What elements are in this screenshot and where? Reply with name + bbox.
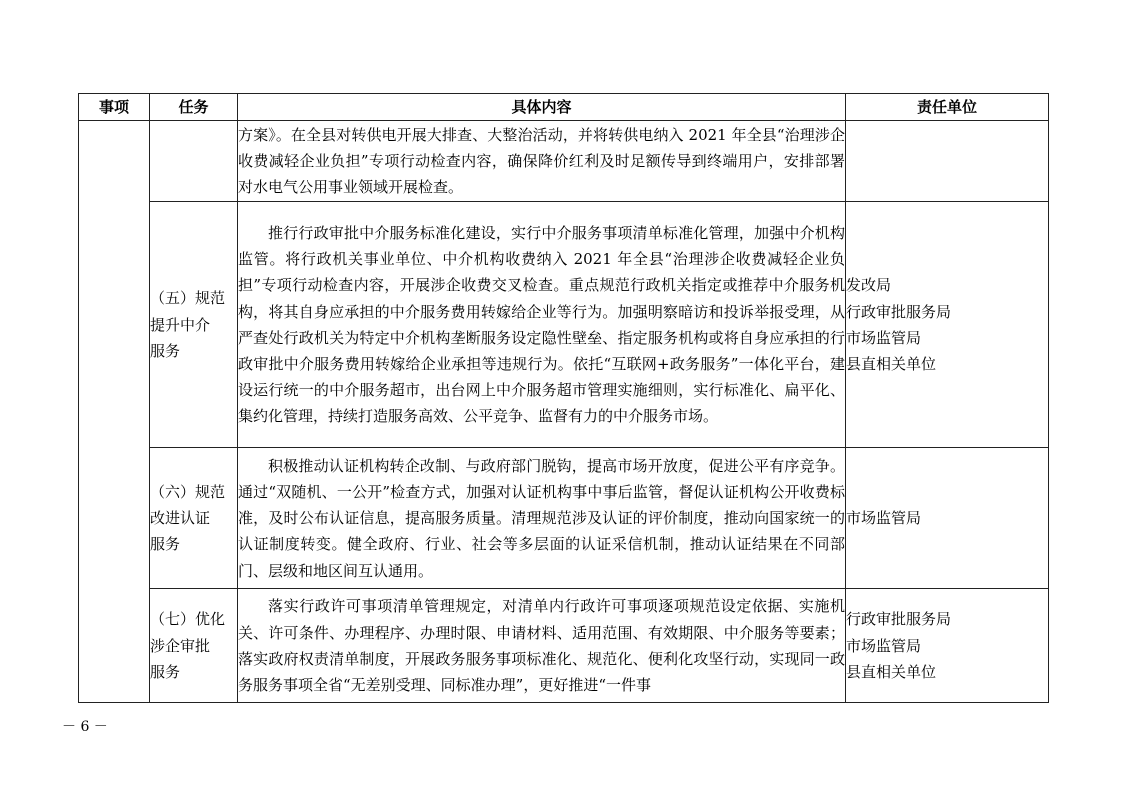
content-paragraph: 积极推动认证机构转企改制、与政府部门脱钩，提高市场开放度，促进公平有序竞争。通过“双随机、一公开”检查方式，加强对认证机构事中事后监管，督促认证机构公开收费标准，及时公布认证信息，提高服务质量。清理规范涉及认证的评价制度，推动向国家统一的认证制度转变。健全政府、行业、社会等多层面的认证采信机制，推动认证结果在不同部门、层级和地区间互认通用。: [238, 456, 845, 580]
task-line: （七）优化: [150, 610, 226, 629]
table-row: [79, 121, 1049, 202]
item-cell: [79, 121, 150, 703]
task-cell: [150, 589, 238, 703]
unit-cell: [846, 121, 1049, 202]
content-cell: [238, 589, 846, 703]
task-line: （五）规范: [150, 289, 226, 308]
header-task: 任务: [150, 94, 238, 121]
content-paragraph: 推行行政审批中介服务标准化建设，实行中介服务事项清单标准化管理，加强中介机构监管。将行政机关事业单位、中介机构收费纳入 2021 年全县“治理涉企收费减轻企业负担”专项行动检查内容，开展涉企收费交叉检查。重点规范行政机关指定或推荐中介服务机构，将其自身应承担的中介服务费用转嫁给企业等行为。加强明察暗访和投诉举报受理，从严查处行政机关为特定中介机构垄断服务设定隐性壁垒、指定服务机构或将自身应承担的行政审批中介服务费用转嫁给企业承担等违规行为。依托“互联网+政务服务”一体化平台，建设运行统一的中介服务超市，出台网上中介服务超市管理实施细则，实行标准化、扁平化、集约化管理，持续打造服务高效、公平竞争、监督有力的中介服务市场。: [238, 223, 845, 426]
unit-cell: [846, 589, 1049, 703]
header-item: 事项: [79, 94, 150, 121]
table-row: [79, 589, 1049, 703]
unit-line: 发改局: [846, 276, 892, 295]
unit-line: 市场监管局: [846, 509, 922, 528]
table-row: [79, 448, 1049, 589]
unit-line: 县直相关单位: [846, 662, 937, 681]
task-line: 服务: [150, 662, 181, 681]
content-paragraph: 方案》。在全县对转供电开展大排查、大整治活动，并将转供电纳入 2021 年全县“治理涉企收费减轻企业负担”专项行动检查内容，确保降价红利及时足额传导到终端用户，安排部署对水电气公用事业领域开展检查。: [238, 125, 845, 197]
content-cell: [238, 202, 846, 448]
header-content: 具体内容: [238, 94, 846, 121]
unit-line: 市场监管局: [846, 328, 922, 347]
unit-cell: [846, 202, 1049, 448]
table-row: [79, 202, 1049, 448]
page-number: － 6 －: [62, 719, 108, 735]
content-paragraph: 落实行政许可事项清单管理规定，对清单内行政许可事项逐项规范设定依据、实施机关、许可条件、办理程序、办理时限、申请材料、适用范围、有效期限、中介服务等要素；落实政府权责清单制度，开展政务服务事项标准化、规范化、便利化攻坚行动，实现同一政务服务事项全省“无差别受理、同标准办理”，更好推进“一件事: [238, 597, 845, 694]
task-cell: [150, 202, 238, 448]
task-line: 服务: [150, 535, 181, 554]
table-header-row: [79, 94, 1049, 121]
unit-line: 行政审批服务局: [846, 610, 952, 629]
task-line: 提升中介: [150, 315, 211, 334]
unit-line: 行政审批服务局: [846, 302, 952, 321]
task-line: 改进认证: [150, 509, 211, 528]
content-cell: [238, 121, 846, 202]
unit-cell: [846, 448, 1049, 589]
main-table: [78, 93, 1049, 703]
task-line: （六）规范: [150, 482, 226, 501]
task-cell: [150, 448, 238, 589]
content-cell: [238, 448, 846, 589]
task-line: 涉企审批: [150, 636, 211, 655]
unit-line: 市场监管局: [846, 636, 922, 655]
task-cell: [150, 121, 238, 202]
task-line: 服务: [150, 341, 181, 360]
unit-line: 县直相关单位: [846, 354, 937, 373]
header-unit: 责任单位: [846, 94, 1049, 121]
